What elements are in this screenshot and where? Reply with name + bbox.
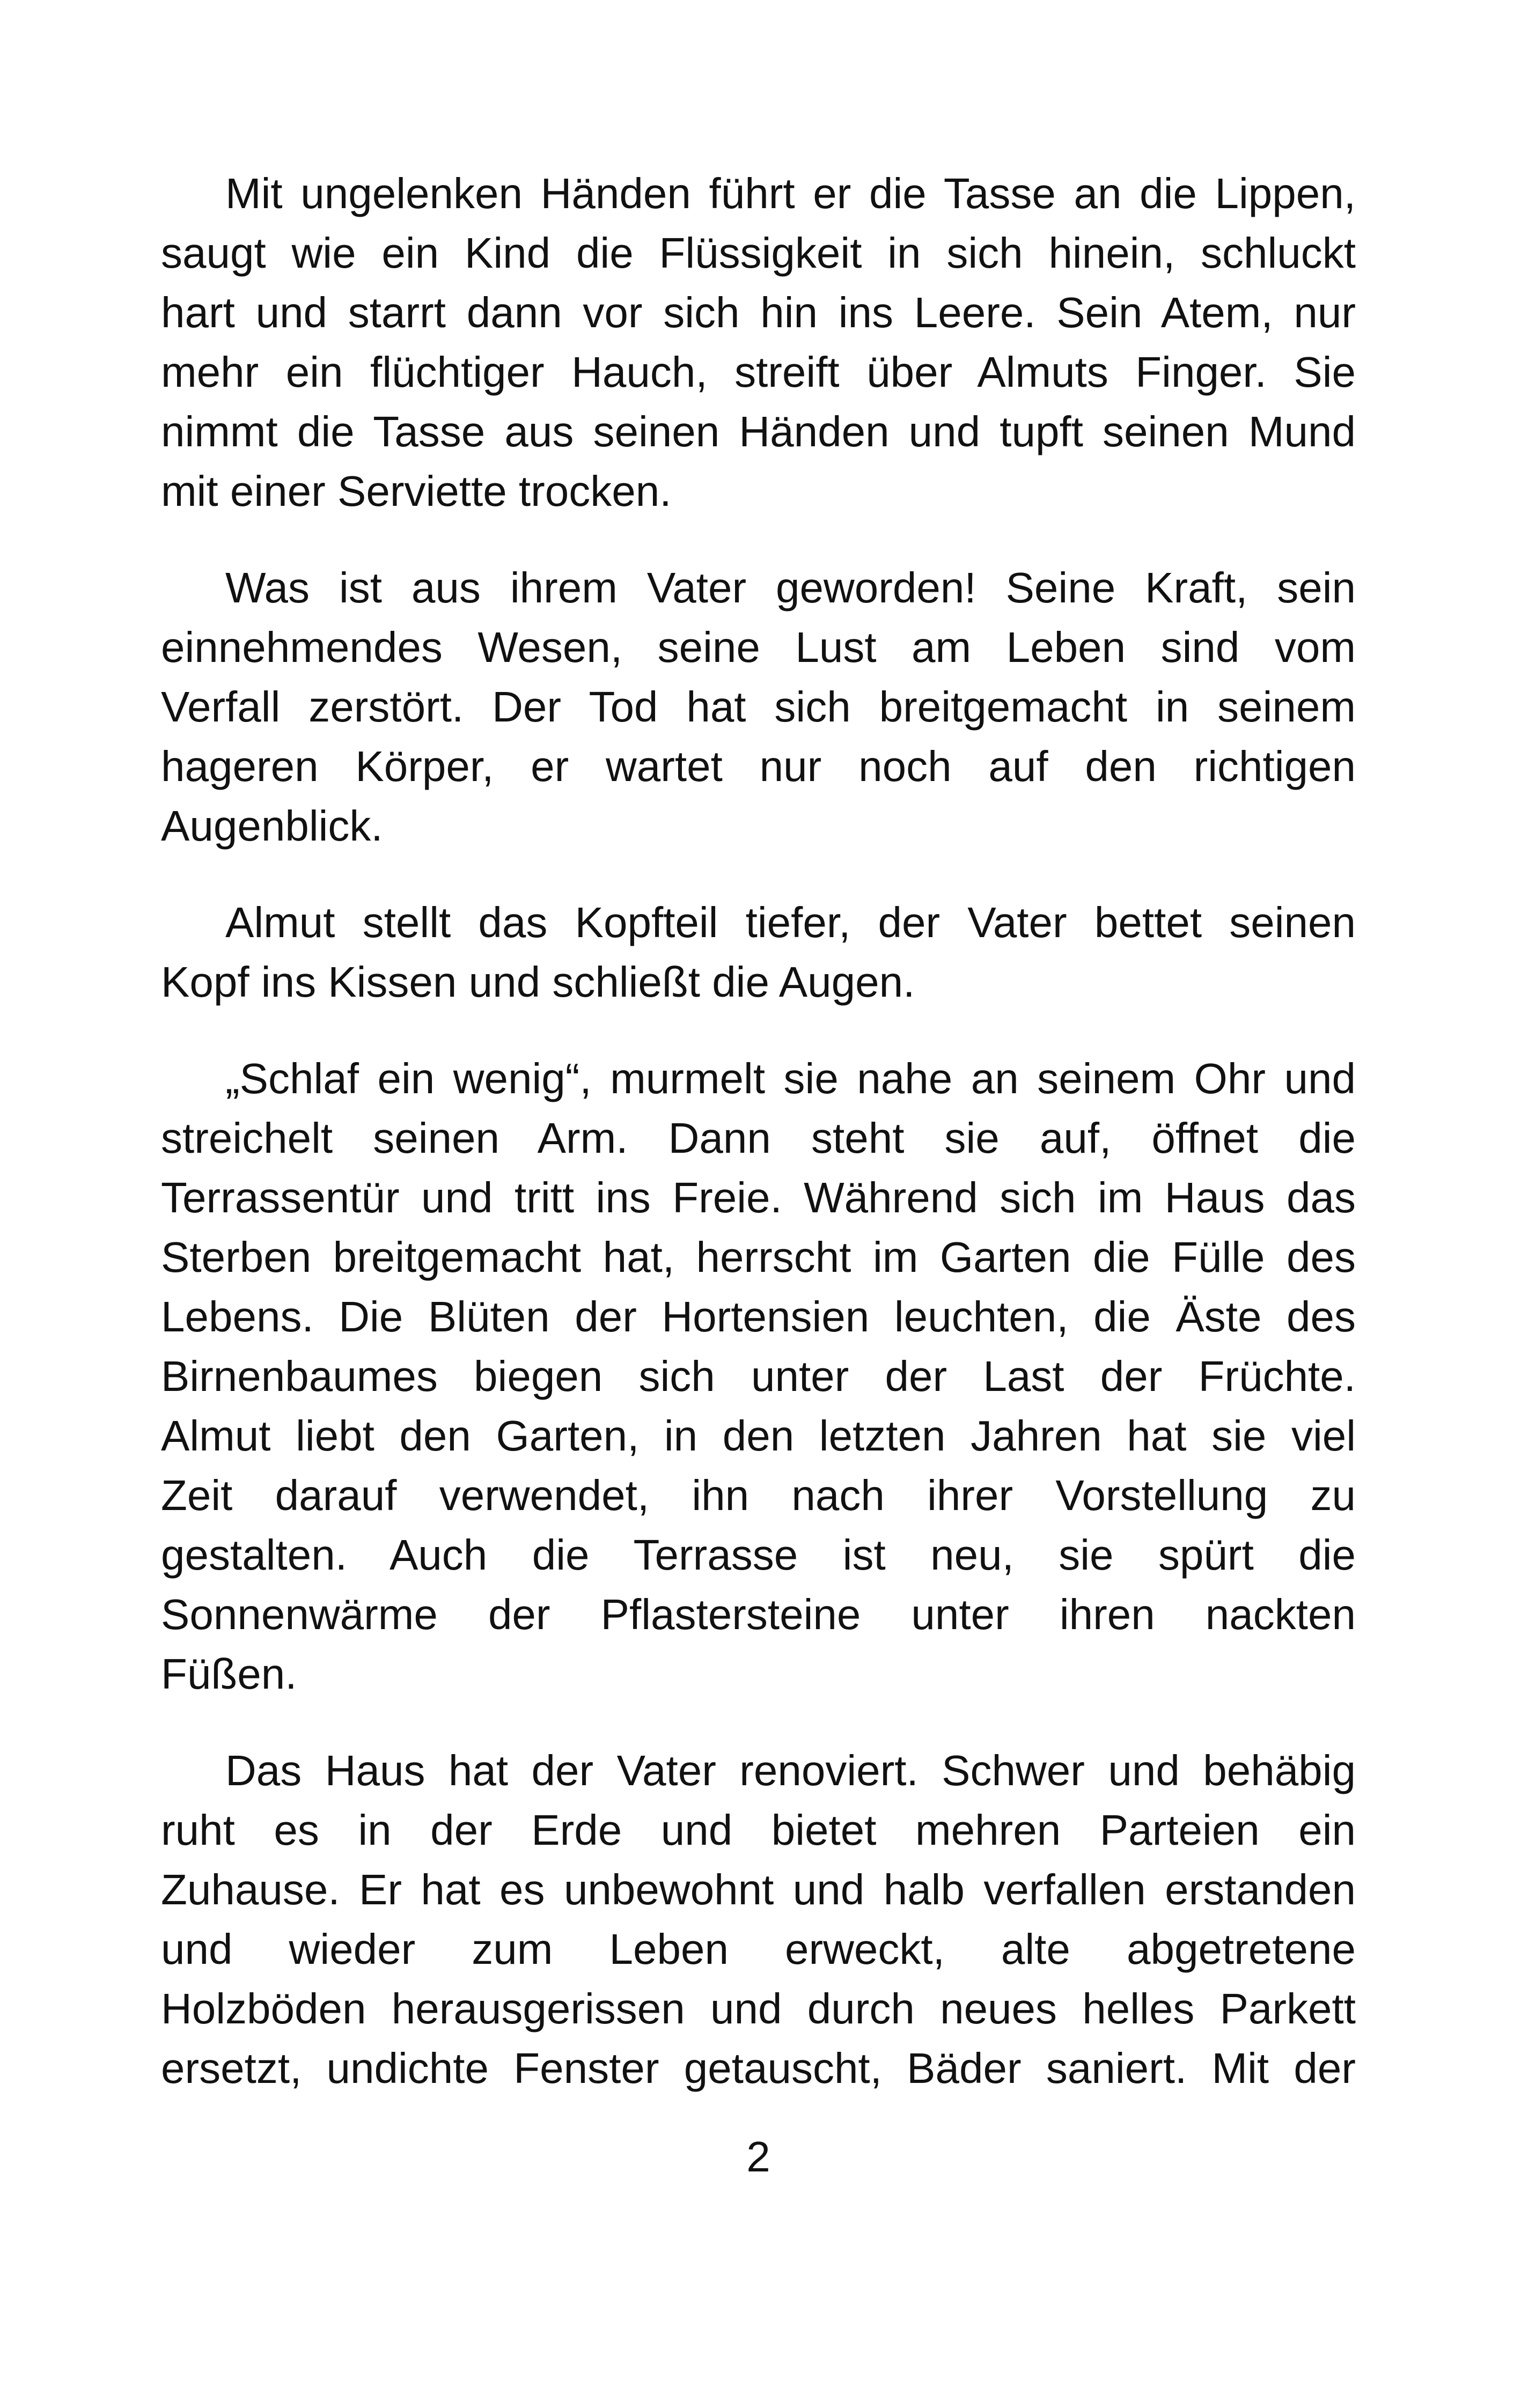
text-line: hart und starrt dann vor sich hin ins Leere. Sein Atem, nur: [161, 289, 1356, 336]
text-line: Terrassentür und tritt ins Freie. Während sich im Haus das: [161, 1174, 1356, 1221]
text-line: Augenblick.: [161, 802, 383, 850]
text-line: Holzböden herausgerissen und durch neues helles Parkett: [161, 1985, 1356, 2033]
text-line: Zuhause. Er hat es unbewohnt und halb verfallen erstanden: [161, 1866, 1356, 1913]
text-line: Almut liebt den Garten, in den letzten Jahren hat sie viel: [161, 1412, 1356, 1460]
text-line: gestalten. Auch die Terrasse ist neu, sie spürt die: [161, 1531, 1356, 1579]
text-line: Sterben breitgemacht hat, herrscht im Garten die Fülle des: [161, 1233, 1356, 1281]
page-number: 2: [746, 2133, 770, 2181]
text-line: Mit ungelenken Händen führt er die Tasse an die Lippen,: [225, 170, 1356, 217]
text-line: Zeit darauf verwendet, ihn nach ihrer Vorstellung zu: [161, 1471, 1356, 1519]
text-line: Verfall zerstört. Der Tod hat sich breitgemacht in seinem: [161, 683, 1356, 731]
text-line: Lebens. Die Blüten der Hortensien leuchten, die Äste des: [161, 1293, 1356, 1341]
body-text: [161, 164, 1356, 2135]
text-line: Das Haus hat der Vater renoviert. Schwer und behäbig: [225, 1747, 1356, 1794]
text-line: Kopf ins Kissen und schließt die Augen.: [161, 958, 915, 1006]
text-line: mit einer Serviette trocken.: [161, 467, 672, 515]
text-line: ersetzt, undichte Fenster getauscht, Bäder saniert. Mit der: [161, 2044, 1356, 2092]
text-line: und wieder zum Leben erweckt, alte abgetretene: [161, 1925, 1356, 1973]
text-line: saugt wie ein Kind die Flüssigkeit in sich hinein, schluckt: [161, 229, 1356, 277]
text-line: Almut stellt das Kopfteil tiefer, der Vater bettet seinen: [225, 899, 1356, 946]
paragraph: [161, 893, 1356, 1012]
text-line: „Schlaf ein wenig“, murmelt sie nahe an seinem Ohr und: [225, 1055, 1356, 1102]
text-line: streichelt seinen Arm. Dann steht sie auf, öffnet die: [161, 1114, 1356, 1162]
paragraph: [161, 1049, 1356, 1704]
text-line: Was ist aus ihrem Vater geworden! Seine Kraft, sein: [225, 564, 1356, 612]
text-line: ruht es in der Erde und bietet mehren Parteien ein: [161, 1806, 1356, 1854]
text-line: hageren Körper, er wartet nur noch auf den richtigen: [161, 742, 1356, 790]
text-line: nimmt die Tasse aus seinen Händen und tupft seinen Mund: [161, 408, 1356, 455]
text-line: mehr ein flüchtiger Hauch, streift über Almuts Finger. Sie: [161, 348, 1356, 396]
text-line: einnehmendes Wesen, seine Lust am Leben sind vom: [161, 623, 1356, 671]
paragraph: [161, 558, 1356, 856]
text-line: Birnenbaumes biegen sich unter der Last der Früchte.: [161, 1352, 1356, 1400]
paragraph: [161, 1741, 1356, 2098]
text-line: Füßen.: [161, 1650, 297, 1698]
paragraph: [161, 164, 1356, 521]
text-line: Sonnenwärme der Pflastersteine unter ihren nackten: [161, 1590, 1356, 1638]
